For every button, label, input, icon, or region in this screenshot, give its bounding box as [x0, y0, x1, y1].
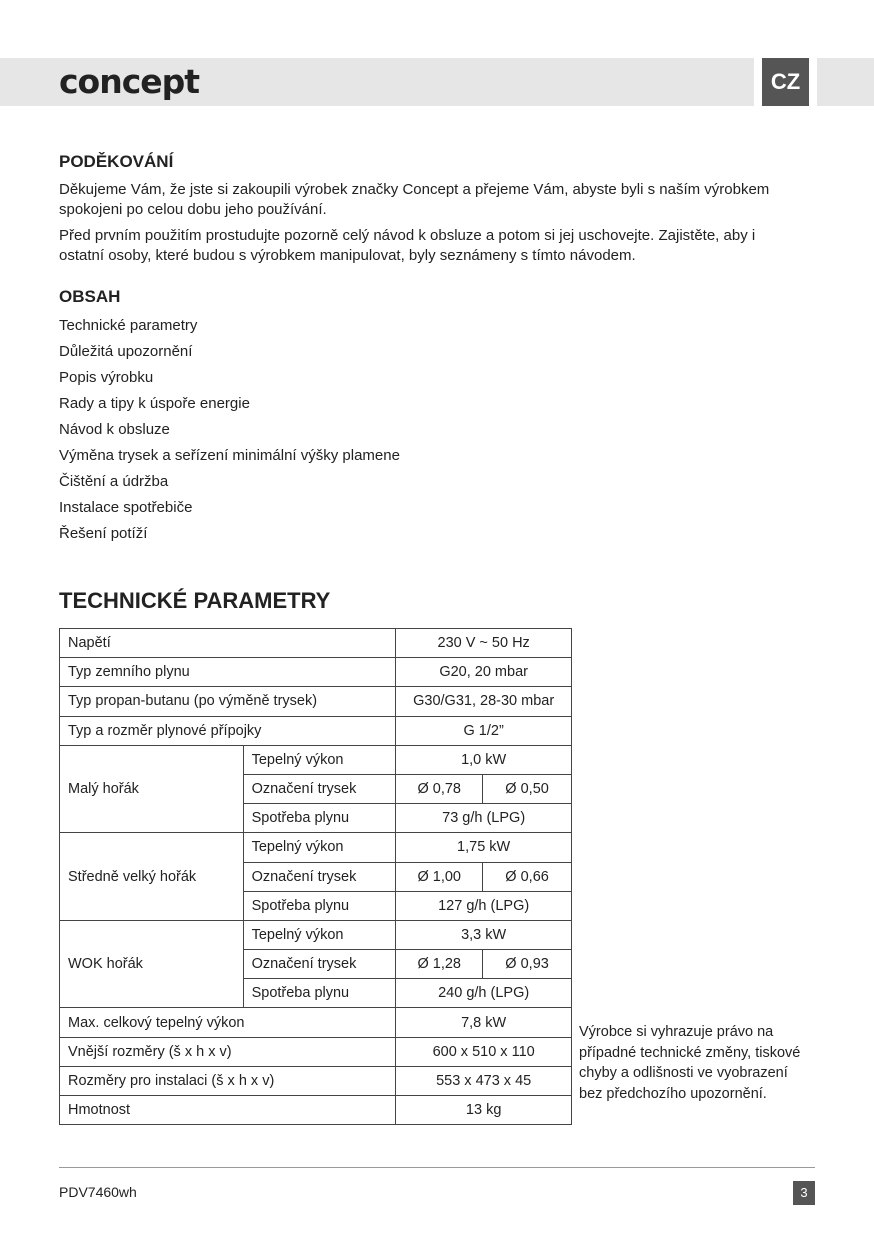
footer-divider — [59, 1167, 815, 1168]
param-value: 73 g/h (LPG) — [396, 804, 572, 833]
param-value: G30/G31, 28-30 mbar — [396, 687, 572, 716]
table-row — [60, 629, 572, 658]
param-value: 3,3 kW — [396, 920, 572, 949]
param-label: Typ a rozměr plynové přípojky — [60, 716, 396, 745]
param-value: 600 x 510 x 110 — [396, 1037, 572, 1066]
model-number: PDV7460wh — [59, 1184, 137, 1200]
burner-name: Středně velký hořák — [60, 833, 244, 921]
param-label: Vnější rozměry (š x h x v) — [60, 1037, 396, 1066]
contents-item[interactable]: Instalace spotřebiče — [59, 499, 193, 516]
param-sublabel: Spotřeba plynu — [243, 804, 396, 833]
param-sublabel: Spotřeba plynu — [243, 979, 396, 1008]
contents-item[interactable]: Popis výrobku — [59, 369, 154, 386]
param-sublabel: Tepelný výkon — [243, 833, 396, 862]
param-label: Typ propan-butanu (po výměně trysek) — [60, 687, 396, 716]
language-badge: CZ — [762, 58, 809, 106]
thanks-paragraph-1: Děkujeme Vám, že jste si zakoupili výrobek značky Concept a přejeme Vám, abyste byli s naším výrobkem spokojeni po celou dobu jeho používání. — [59, 181, 770, 218]
table-row — [60, 1096, 572, 1125]
param-sublabel: Spotřeba plynu — [243, 891, 396, 920]
thanks-heading: PODĚKOVÁNÍ — [59, 152, 174, 171]
contents-item[interactable]: Řešení potíží — [59, 525, 148, 542]
param-label: Hmotnost — [60, 1096, 396, 1125]
param-value: Ø 0,66 — [483, 862, 572, 891]
param-label: Typ zemního plynu — [60, 658, 396, 687]
burner-name: WOK hořák — [60, 920, 244, 1008]
contents-item[interactable]: Návod k obsluze — [59, 421, 170, 438]
contents-item[interactable]: Výměna trysek a seřízení minimální výšky plamene — [59, 447, 400, 464]
table-row — [60, 1037, 572, 1066]
param-sublabel: Označení trysek — [243, 950, 396, 979]
param-value: 1,0 kW — [396, 745, 572, 774]
param-value: Ø 0,93 — [483, 950, 572, 979]
header-separator — [754, 58, 762, 106]
param-label: Napětí — [60, 629, 396, 658]
param-value: 240 g/h (LPG) — [396, 979, 572, 1008]
table-row — [60, 716, 572, 745]
param-label: Rozměry pro instalaci (š x h x v) — [60, 1066, 396, 1095]
param-value: 13 kg — [396, 1096, 572, 1125]
param-label: Max. celkový tepelný výkon — [60, 1008, 396, 1037]
param-value: Ø 1,00 — [396, 862, 483, 891]
param-sublabel: Označení trysek — [243, 862, 396, 891]
table-row — [60, 1066, 572, 1095]
param-value: Ø 1,28 — [396, 950, 483, 979]
page-number: 3 — [793, 1181, 815, 1205]
burner-name: Malý hořák — [60, 745, 244, 833]
contents-list — [59, 313, 400, 547]
tech-params-heading: TECHNICKÉ PARAMETRY — [59, 588, 331, 613]
brand-logo: concept — [59, 62, 200, 101]
contents-item[interactable]: Čištění a údržba — [59, 473, 169, 490]
table-row — [60, 687, 572, 716]
contents-item[interactable]: Důležitá upozornění — [59, 343, 193, 360]
table-row — [60, 833, 572, 862]
param-value: 1,75 kW — [396, 833, 572, 862]
param-value: Ø 0,50 — [483, 774, 572, 803]
contents-item[interactable]: Rady a tipy k úspoře energie — [59, 395, 250, 412]
table-row — [60, 658, 572, 687]
param-sublabel: Tepelný výkon — [243, 745, 396, 774]
header-separator — [809, 58, 817, 106]
param-value: G 1/2” — [396, 716, 572, 745]
param-sublabel: Označení trysek — [243, 774, 396, 803]
param-value: G20, 20 mbar — [396, 658, 572, 687]
thanks-paragraph-2: Před prvním použitím prostudujte pozorně celý návod k obsluze a potom si jej uschovejte. Zajistěte, aby i ostatní osoby, které budou s výrobkem manipulovat, byly seznámeny s tímto návodem. — [59, 227, 756, 264]
table-row — [60, 920, 572, 949]
contents-heading: OBSAH — [59, 287, 121, 306]
tech-params-table — [59, 628, 572, 1125]
table-row — [60, 745, 572, 774]
contents-item[interactable]: Technické parametry — [59, 317, 198, 334]
param-value: 7,8 kW — [396, 1008, 572, 1037]
param-sublabel: Tepelný výkon — [243, 920, 396, 949]
table-row — [60, 1008, 572, 1037]
param-value: Ø 0,78 — [396, 774, 483, 803]
param-value: 230 V ~ 50 Hz — [396, 629, 572, 658]
disclaimer-note: Výrobce si vyhrazuje právo na případné technické změny, tiskové chyby a odlišnosti ve vyobrazení bez předchozího upozornění. — [579, 1024, 801, 1102]
param-value: 553 x 473 x 45 — [396, 1066, 572, 1095]
param-value: 127 g/h (LPG) — [396, 891, 572, 920]
